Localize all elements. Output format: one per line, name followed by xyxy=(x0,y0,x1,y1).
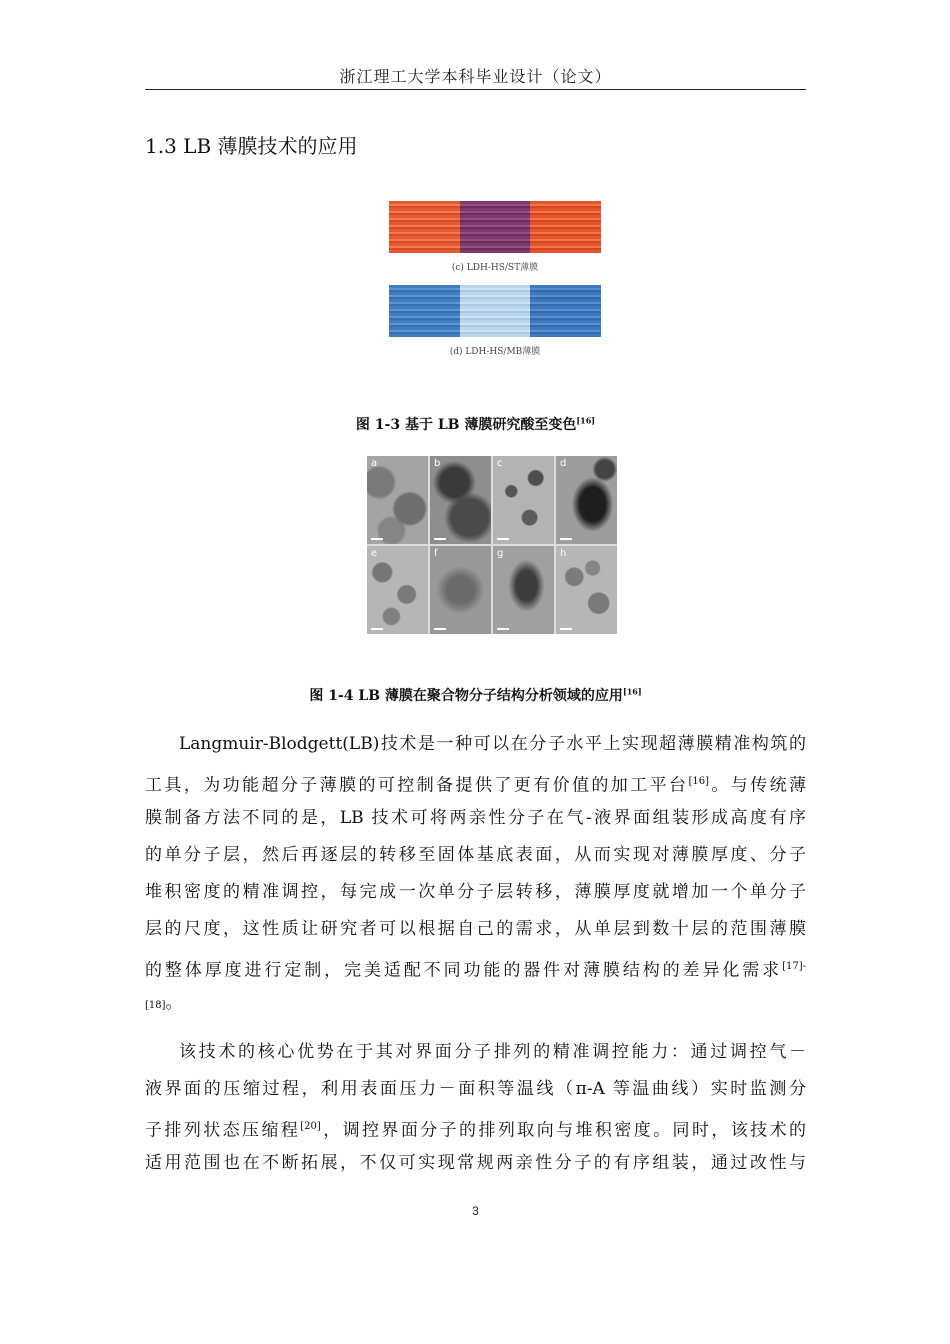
paragraph-core-advantage xyxy=(145,1034,806,1182)
paragraph-line: 该技术的核心优势在于其对界面分子排列的精准调控能力：通过调控气－ xyxy=(179,1042,806,1062)
paragraph-lb-technique xyxy=(145,726,806,985)
panel-label: a xyxy=(371,458,378,469)
scale-bar xyxy=(497,628,509,630)
paragraph-text: 子排列状态压缩程 xyxy=(145,1120,301,1141)
figure-1-3-subcaption-d: (d) LDH-HS/MB薄膜 xyxy=(449,347,541,357)
paragraph-text: 。与传统薄 xyxy=(708,775,807,796)
citation: [18] xyxy=(145,1000,166,1011)
paragraph-text: 工具，为功能超分子薄膜的可控制备提供了更有价值的加工平台 xyxy=(145,775,689,796)
panel-label: e xyxy=(371,548,378,559)
header-rule xyxy=(145,89,806,90)
scale-bar xyxy=(497,538,509,540)
scale-bar xyxy=(371,538,383,540)
tem-panel-h xyxy=(556,546,617,634)
paragraph-line: 适用范围也在不断拓展，不仅可实现常规两亲性分子的有序组装，通过改性与 xyxy=(145,1153,806,1173)
tem-panel-g xyxy=(493,546,554,634)
scale-bar xyxy=(434,538,446,540)
scale-bar xyxy=(560,538,572,540)
section-title: 1.3 LB 薄膜技术的应用 xyxy=(145,134,358,158)
scale-bar xyxy=(371,628,383,630)
ldh-hs-st-film-image xyxy=(389,201,601,253)
page-number: 3 xyxy=(472,1204,479,1218)
figure-1-4-tem-grid xyxy=(367,456,617,634)
paragraph-line: Langmuir-Blodgett(LB)技术是一种可以在分子水平上实现超薄膜精准构筑的 xyxy=(179,734,806,754)
panel-label: f xyxy=(434,548,438,559)
paragraph-line: 层的尺度，这性质让研究者可以根据自己的需求，从单层到数十层的范围薄膜 xyxy=(145,919,806,939)
figure-1-3 xyxy=(389,201,601,361)
paragraph-line xyxy=(145,1108,806,1145)
figure-1-4-ref: [16] xyxy=(622,686,642,697)
figure-1-3-caption-text: 图 1-3 基于 LB 薄膜研究酸至变色 xyxy=(355,417,577,433)
citation: [16] xyxy=(688,776,709,787)
scale-bar xyxy=(434,628,446,630)
tem-panel-b xyxy=(430,456,491,544)
figure-1-4-caption-text: 图 1-4 LB 薄膜在聚合物分子结构分析领域的应用 xyxy=(309,688,623,704)
paragraph-line xyxy=(145,948,806,985)
paragraph-text: ，调控界面分子的排列取向与堆积密度。同时，该技术的 xyxy=(320,1120,806,1141)
page-header: 浙江理工大学本科毕业设计（论文） xyxy=(339,67,612,86)
ldh-hs-mb-film-image xyxy=(389,285,601,337)
panel-label: c xyxy=(497,458,503,469)
panel-label: d xyxy=(560,458,567,469)
paragraph-line: 膜制备方法不同的是，LB 技术可将两亲性分子在气-液界面组装形成高度有序 xyxy=(145,808,806,828)
paragraph-text: 。 xyxy=(165,993,183,1013)
citation: [17]- xyxy=(782,961,806,972)
figure-1-3-subcaption-c: (c) LDH-HS/ST薄膜 xyxy=(451,263,539,273)
paragraph-text: 的整体厚度进行定制，完美适配不同功能的器件对薄膜结构的差异化需求 xyxy=(145,960,783,981)
panel-label: g xyxy=(497,548,504,559)
paragraph-line: 堆积密度的精准调控，每完成一次单分子层转移，薄膜厚度就增加一个单分子 xyxy=(145,882,806,902)
figure-1-3-caption xyxy=(145,414,806,434)
paragraph-line: 的单分子层，然后再逐层的转移至固体基底表面，从而实现对薄膜厚度、分子 xyxy=(145,845,806,865)
tem-panel-d xyxy=(556,456,617,544)
figure-1-3-ref: [16] xyxy=(576,415,596,426)
tem-panel-c xyxy=(493,456,554,544)
tem-panel-a xyxy=(367,456,428,544)
scale-bar xyxy=(560,628,572,630)
tem-panel-f xyxy=(430,546,491,634)
citation: [20] xyxy=(300,1121,321,1132)
tem-panel-e xyxy=(367,546,428,634)
paragraph-line xyxy=(145,763,806,800)
paragraph-line: 液界面的压缩过程，利用表面压力－面积等温线（π-A 等温曲线）实时监测分 xyxy=(145,1079,806,1099)
paragraph-tail xyxy=(145,988,183,1013)
panel-label: b xyxy=(434,458,441,469)
figure-1-4-caption xyxy=(145,685,806,705)
panel-label: h xyxy=(560,548,567,559)
